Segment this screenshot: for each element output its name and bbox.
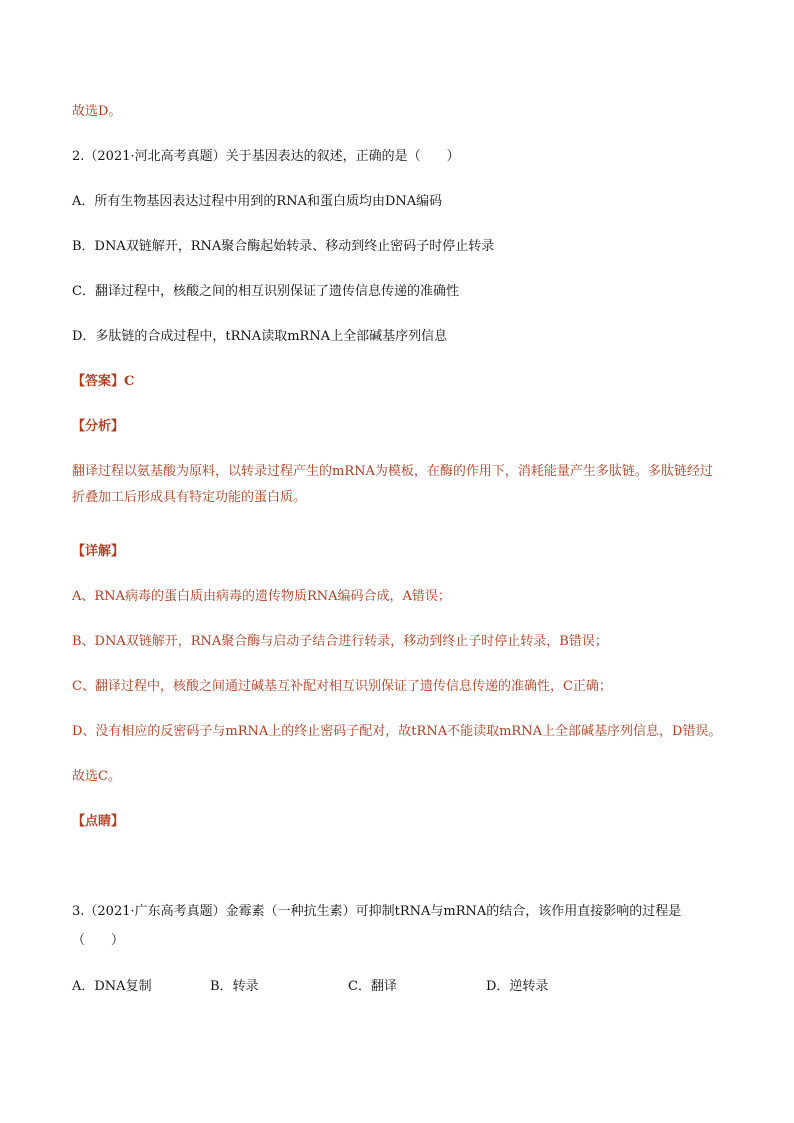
detail-label: 【详解】 (72, 544, 125, 559)
comment-label: 【点睛】 (72, 814, 125, 829)
detail-item-b: B、DNA双链解开，RNA聚合酶与启动子结合进行转录，移动到终止子时停止转录，B错误； (72, 634, 608, 649)
question-2-option-c: C．翻译过程中，核酸之间的相互识别保证了遗传信息传递的准确性 (72, 284, 459, 299)
question-2-option-b: B．DNA双链解开，RNA聚合酶起始转录、移动到终止密码子时停止转录 (72, 239, 495, 254)
question-2-option-a: A．所有生物基因表达过程中用到的RNA和蛋白质均由DNA编码 (72, 194, 443, 209)
answer-label: 【答案】C (72, 374, 135, 389)
detail-item-c: C、翻译过程中，核酸之间通过碱基互补配对相互识别保证了遗传信息传递的准确性，C正确； (72, 679, 612, 694)
question-2-stem: 2.（2021·河北高考真题）关于基因表达的叙述，正确的是（ ） (72, 149, 460, 164)
question-3-option-a: A．DNA复制 (72, 979, 152, 994)
question-3-option-c: C．翻译 (348, 979, 397, 994)
question-2-conclusion: 故选C。 (72, 769, 121, 784)
analysis-text: 翻译过程以氨基酸为原料，以转录过程产生的mRNA为模板，在酶的作用下，消耗能量产生多肽链。多肽链经过折叠加工后形成具有特定功能的蛋白质。 (72, 464, 713, 505)
question-3-stem-line-1: 3.（2021·广东高考真题）金霉素（一种抗生素）可抑制tRNA与mRNA的结合，该作用直接影响的过程是 (72, 904, 682, 919)
detail-item-d: D、没有相应的反密码子与mRNA上的终止密码子配对，故tRNA不能读取mRNA上全部碱基序列信息，D错误。 (72, 724, 722, 739)
question-3-stem-line-2: （ ） (72, 933, 125, 948)
detail-item-a: A、RNA病毒的蛋白质由病毒的遗传物质RNA编码合成，A错误； (72, 589, 451, 604)
question-2-option-d: D．多肽链的合成过程中，tRNA读取mRNA上全部碱基序列信息 (72, 329, 448, 344)
previous-conclusion: 故选D。 (72, 104, 122, 119)
question-3-option-d: D．逆转录 (486, 979, 549, 994)
question-3-option-b: B．转录 (210, 979, 259, 994)
analysis-label: 【分析】 (72, 419, 125, 434)
